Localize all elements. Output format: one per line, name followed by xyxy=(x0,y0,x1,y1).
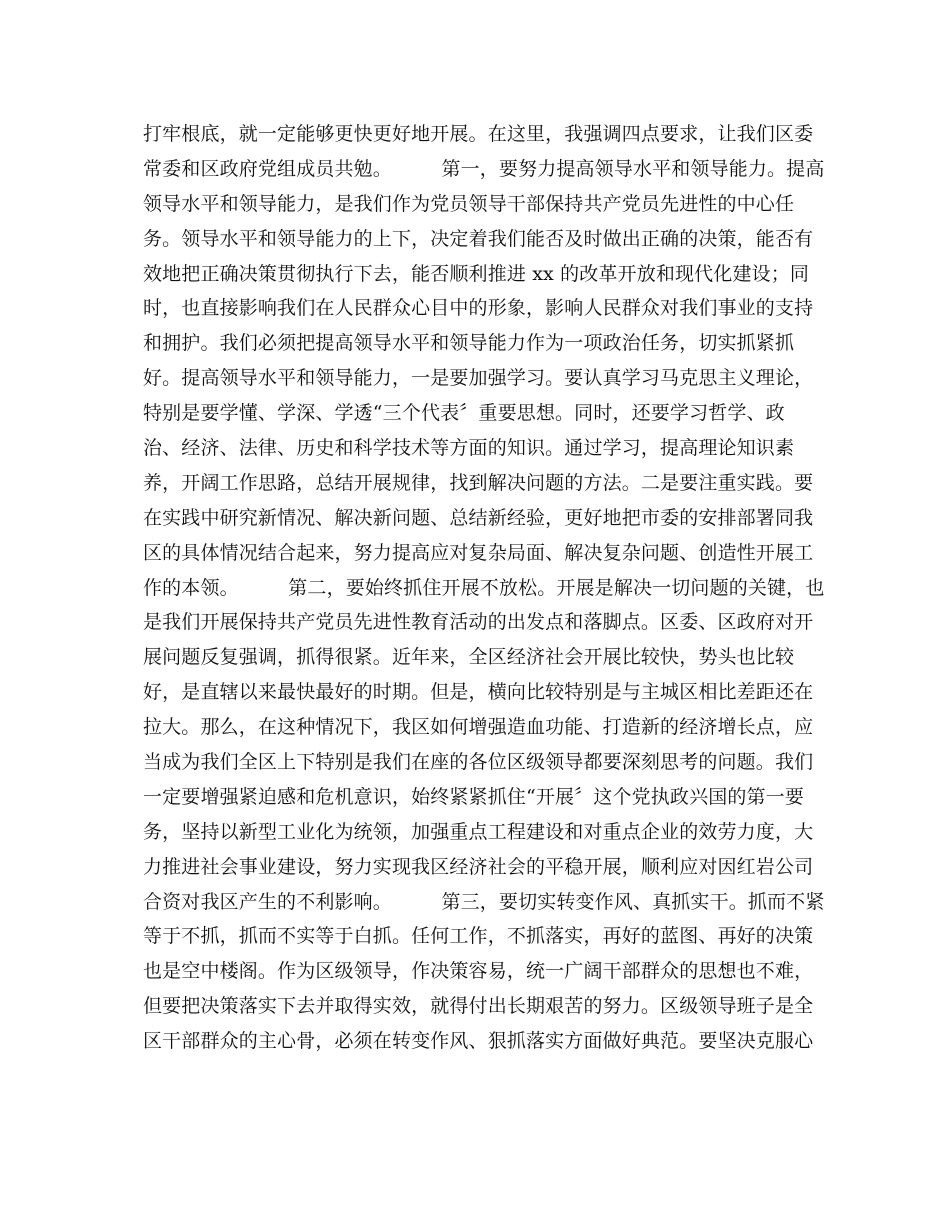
text-line: 务，坚持以新型工业化为统领，加强重点工程建设和对重点企业的效劳力度，大 xyxy=(143,820,814,843)
text-line: 好，是直辖以来最快最好的时期。但是，横向比较特别是与主城区相比差距还在 xyxy=(143,681,814,704)
text-line: 养，开阔工作思路，总结开展规律，找到解决问题的方法。二是要注重实践。要 xyxy=(143,471,814,494)
text-line: 和拥护。我们必须把提高领导水平和领导能力作为一项政治任务，切实抓紧抓 xyxy=(143,332,795,355)
text-line: 一定要增强紧迫感和危机意识，始终紧紧抓住“开展〞这个党执政兴国的第一要 xyxy=(143,785,804,808)
text-line: 打牢根底，就一定能够更快更好地开展。在这里，我强调四点要求，让我们区委 xyxy=(143,123,814,145)
text-line: 拉大。那么，在这种情况下，我区如何增强造血功能、打造新的经济增长点，应 xyxy=(143,716,814,739)
text-line: 展问题反复强调，抓得很紧。近年来，全区经济社会开展比较快，势头也比较 xyxy=(143,646,795,669)
text-line: 常委和区政府党组成员共勉。 第一，要努力提高领导水平和领导能力。提高 xyxy=(143,157,825,180)
text-line: 作的本领。 第二，要始终抓住开展不放松。开展是解决一切问题的关键，也 xyxy=(143,576,825,599)
text-line: 务。领导水平和领导能力的上下，决定着我们能否及时做出正确的决策，能否有 xyxy=(143,227,814,250)
text-line: 也是空中楼阁。作为区级领导，作决策容易，统一广阔干部群众的思想也不难， xyxy=(143,960,814,983)
text-line: 治、经济、法律、历史和科学技术等方面的知识。通过学习，提高理论知识素 xyxy=(143,437,795,460)
text-line: 合资对我区产生的不利影响。 第三，要切实转变作风、真抓实干。抓而不紧 xyxy=(143,890,825,913)
text-line: 等于不抓，抓而不实等于白抓。任何工作，不抓落实，再好的蓝图、再好的决策 xyxy=(143,925,814,948)
text-line: 区干部群众的主心骨，必须在转变作风、狠抓落实方面做好典范。要坚决克服心 xyxy=(143,1030,814,1053)
text-line: 特别是要学懂、学深、学透“三个代表〞重要思想。同时，还要学习哲学、政 xyxy=(143,402,785,425)
text-line: 区的具体情况结合起来，努力提高应对复杂局面、解决复杂问题、创造性开展工 xyxy=(143,541,814,564)
text-line: 力推进社会事业建设，努力实现我区经济社会的平稳开展，顺利应对因红岩公司 xyxy=(143,855,814,878)
text-line: 但要把决策落实下去并取得实效，就得付出长期艰苦的努力。区级领导班子是全 xyxy=(143,995,814,1018)
body-text xyxy=(143,117,823,1059)
text-line: 时，也直接影响我们在人民群众心目中的形象，影响人民群众对我们事业的支持 xyxy=(143,297,814,320)
text-line: 效地把正确决策贯彻执行下去，能否顺利推进 xx 的改革开放和现代化建设；同 xyxy=(143,262,810,285)
text-line: 是我们开展保持共产党员先进性教育活动的出发点和落脚点。区委、区政府对开 xyxy=(143,611,814,634)
text-line: 好。提高领导水平和领导能力，一是要加强学习。要认真学习马克思主义理论， xyxy=(143,367,814,390)
text-line: 当成为我们全区上下特别是我们在座的各位区级领导都要深刻思考的问题。我们 xyxy=(143,751,814,774)
text-line: 领导水平和领导能力，是我们作为党员领导干部保持共产党员先进性的中心任 xyxy=(143,192,795,215)
text-line: 在实践中研究新情况、解决新问题、总结新经验，更好地把市委的安排部署同我 xyxy=(143,506,814,529)
